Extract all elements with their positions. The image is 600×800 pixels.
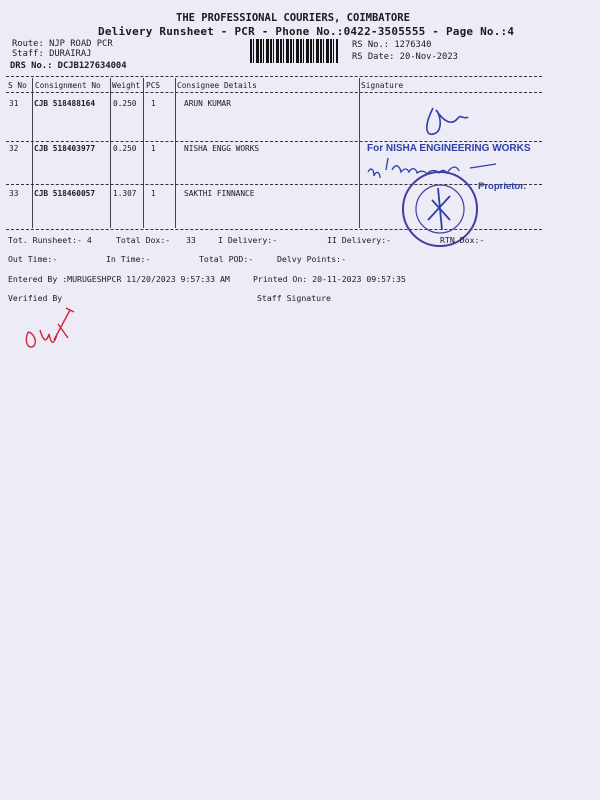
column-header-weight: Weight: [112, 81, 141, 90]
stamp-company: For NISHA ENGINEERING WORKS: [367, 143, 531, 154]
printed-on: Printed On: 20-11-2023 09:57:35: [253, 274, 406, 284]
tot-runsheet: Tot. Runsheet:- 4: [8, 235, 92, 245]
column-header-pcs: PCS: [146, 81, 161, 90]
table-row-pcs: 1: [151, 144, 156, 153]
table-row-sno: 31: [9, 99, 19, 108]
stamp-role: Proprietor.: [478, 181, 527, 192]
table-row-consignee: ARUN KUMAR: [184, 99, 231, 108]
staff-signature: Staff Signature: [257, 293, 331, 303]
barcode: [250, 39, 338, 63]
table-top-rule: [6, 76, 542, 77]
total-pod: Total POD:-: [199, 254, 254, 264]
table-row-pcs: 1: [151, 189, 156, 198]
table-row-sno: 33: [9, 189, 19, 198]
route-label: Route: NJP ROAD PCR: [12, 39, 113, 49]
table-row-pcs: 1: [151, 99, 156, 108]
table-row-sno: 32: [9, 144, 19, 153]
verified-by: Verified By: [8, 293, 63, 303]
table-header-rule: [6, 92, 542, 93]
total-dox-label: Total Dox:-: [116, 235, 171, 245]
column-divider: [175, 78, 176, 228]
in-time: In Time:-: [106, 254, 151, 264]
table-row-consignment: CJB 518403977: [34, 144, 96, 153]
out-time: Out Time:-: [8, 254, 58, 264]
runsheet-title: Delivery Runsheet - PCR - Phone No.:0422-3505555 - Page No.:4: [98, 25, 515, 38]
column-divider: [32, 78, 33, 228]
rtn-dox: RTN Dox:-: [440, 235, 485, 245]
column-divider: [110, 78, 111, 228]
consignee-signature: [427, 108, 468, 134]
row-rule: [6, 141, 542, 142]
table-row-weight: 0.250: [113, 144, 137, 153]
row-rule: [6, 184, 542, 185]
total-dox-value: 33: [186, 235, 196, 245]
rs-date: RS Date: 20-Nov-2023: [352, 52, 458, 62]
entered-by: Entered By :MURUGESHPCR 11/20/2023 9:57:33 AM: [8, 274, 230, 284]
table-row-consignment: CJB 518460057: [34, 189, 96, 198]
column-header-sno: S No: [8, 81, 27, 90]
table-bottom-rule: [6, 229, 542, 230]
rs-number: RS No.: 1276340: [352, 40, 432, 50]
table-row-consignee: SAKTHI FINNANCE: [184, 189, 255, 198]
drs-number: DRS No.: DCJB127634004: [10, 61, 127, 71]
i-delivery: I Delivery:-: [218, 235, 278, 245]
red-margin-scribble: [26, 308, 74, 347]
column-header-signature: Signature: [361, 81, 404, 90]
table-row-weight: 1.307: [113, 189, 137, 198]
company-title: THE PROFESSIONAL COURIERS, COIMBATORE: [176, 12, 410, 24]
table-row-weight: 0.250: [113, 99, 137, 108]
column-divider: [143, 78, 144, 228]
column-header-consignee: Consignee Details: [177, 81, 257, 90]
column-divider: [359, 78, 360, 228]
handwritten-name: [368, 158, 496, 178]
ii-delivery: II Delivery:-: [327, 235, 392, 245]
delvy-points: Delvy Points:-: [277, 254, 347, 264]
table-row-consignee: NISHA ENGG WORKS: [184, 144, 260, 153]
staff-label: Staff: DURAIRAJ: [12, 49, 92, 59]
column-header-consignment: Consignment No: [35, 81, 101, 90]
table-row-consignment: CJB 518488164: [34, 99, 96, 108]
